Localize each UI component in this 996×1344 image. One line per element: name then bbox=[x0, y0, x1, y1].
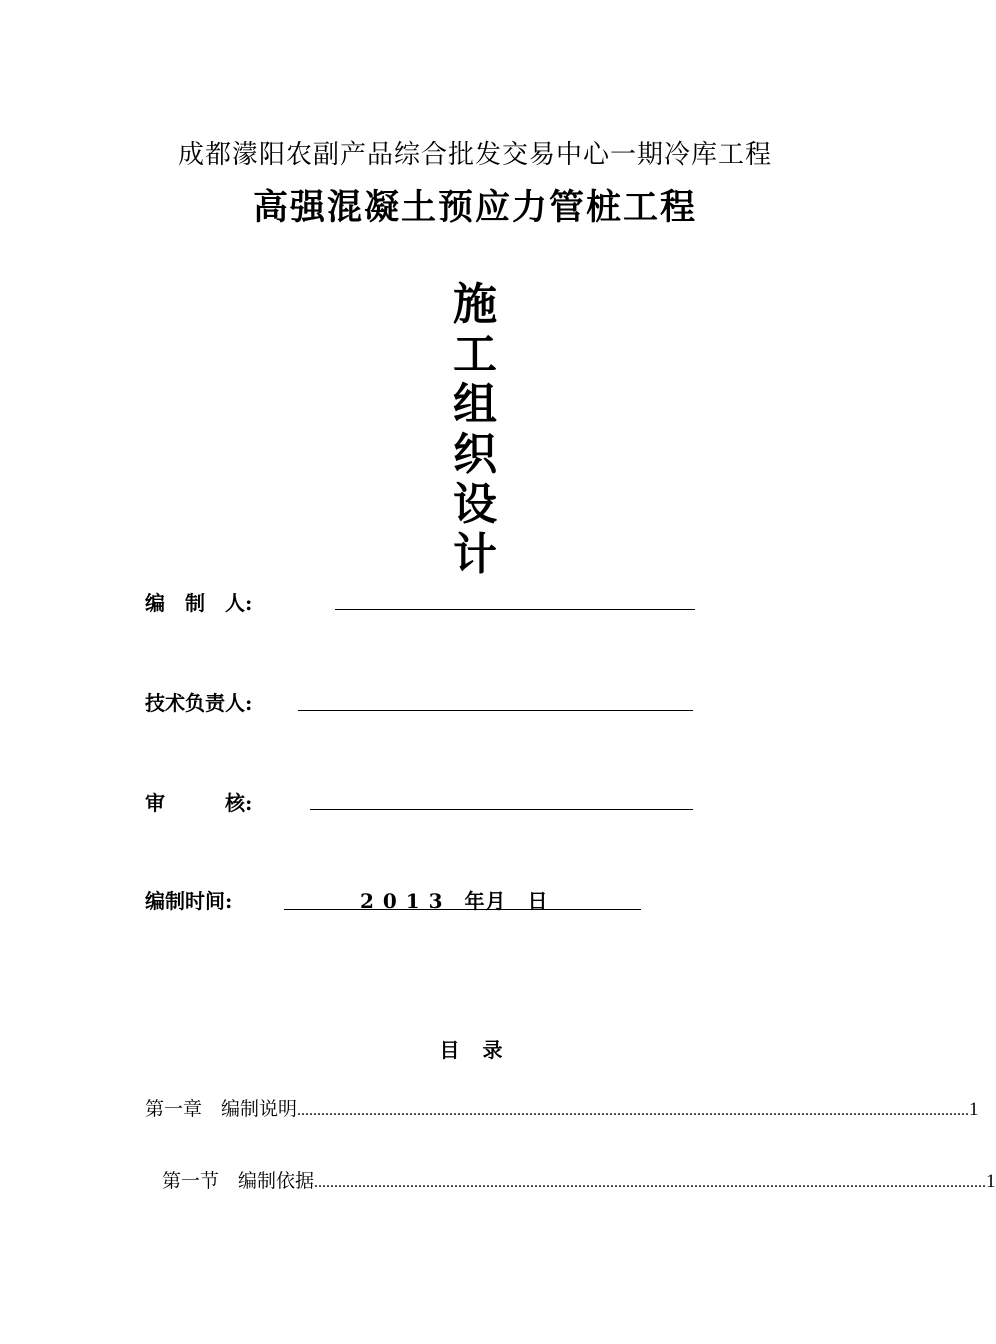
tech-lead-signature-line[interactable] bbox=[298, 710, 693, 711]
toc-leader-dots: ........................................................................................................................................................................ bbox=[314, 1174, 987, 1191]
toc-entry-page: 1 bbox=[969, 1099, 979, 1120]
toc-entry-label: 第一章 编制说明 bbox=[145, 1098, 298, 1120]
reviewer-label: 审 核: bbox=[145, 791, 253, 815]
toc-entry-chapter-1[interactable] bbox=[145, 1094, 979, 1121]
toc-entry-page: 1 bbox=[986, 1171, 996, 1192]
tech-lead-label: 技术负责人: bbox=[145, 691, 253, 715]
reviewer-signature-line[interactable] bbox=[310, 809, 693, 810]
toc-entry-label: 第一节 编制依据 bbox=[162, 1170, 315, 1192]
vertical-title-char-1: 施 bbox=[453, 279, 497, 330]
vertical-title-char-5: 设 bbox=[453, 479, 497, 530]
vertical-title-char-2: 工 bbox=[453, 329, 497, 380]
date-label: 编制时间: bbox=[145, 889, 233, 913]
toc-title: 目 录 bbox=[439, 1038, 511, 1062]
document-title: 高强混凝土预应力管桩工程 bbox=[252, 187, 697, 228]
toc-entry-section-1[interactable] bbox=[162, 1166, 996, 1193]
date-line[interactable] bbox=[284, 909, 641, 910]
compiler-signature-line[interactable] bbox=[335, 609, 695, 610]
toc-leader-dots: ........................................................................................................................................................................ bbox=[297, 1102, 970, 1119]
project-subtitle: 成都濛阳农副产品综合批发交易中心一期冷库工程 bbox=[177, 140, 772, 170]
compiler-label: 编 制 人: bbox=[145, 591, 253, 615]
vertical-title-char-3: 组 bbox=[453, 379, 497, 430]
vertical-title-char-6: 计 bbox=[453, 529, 497, 580]
vertical-title-char-4: 织 bbox=[453, 429, 497, 480]
date-value: 2 0 1 3 年月 日 bbox=[360, 889, 549, 913]
